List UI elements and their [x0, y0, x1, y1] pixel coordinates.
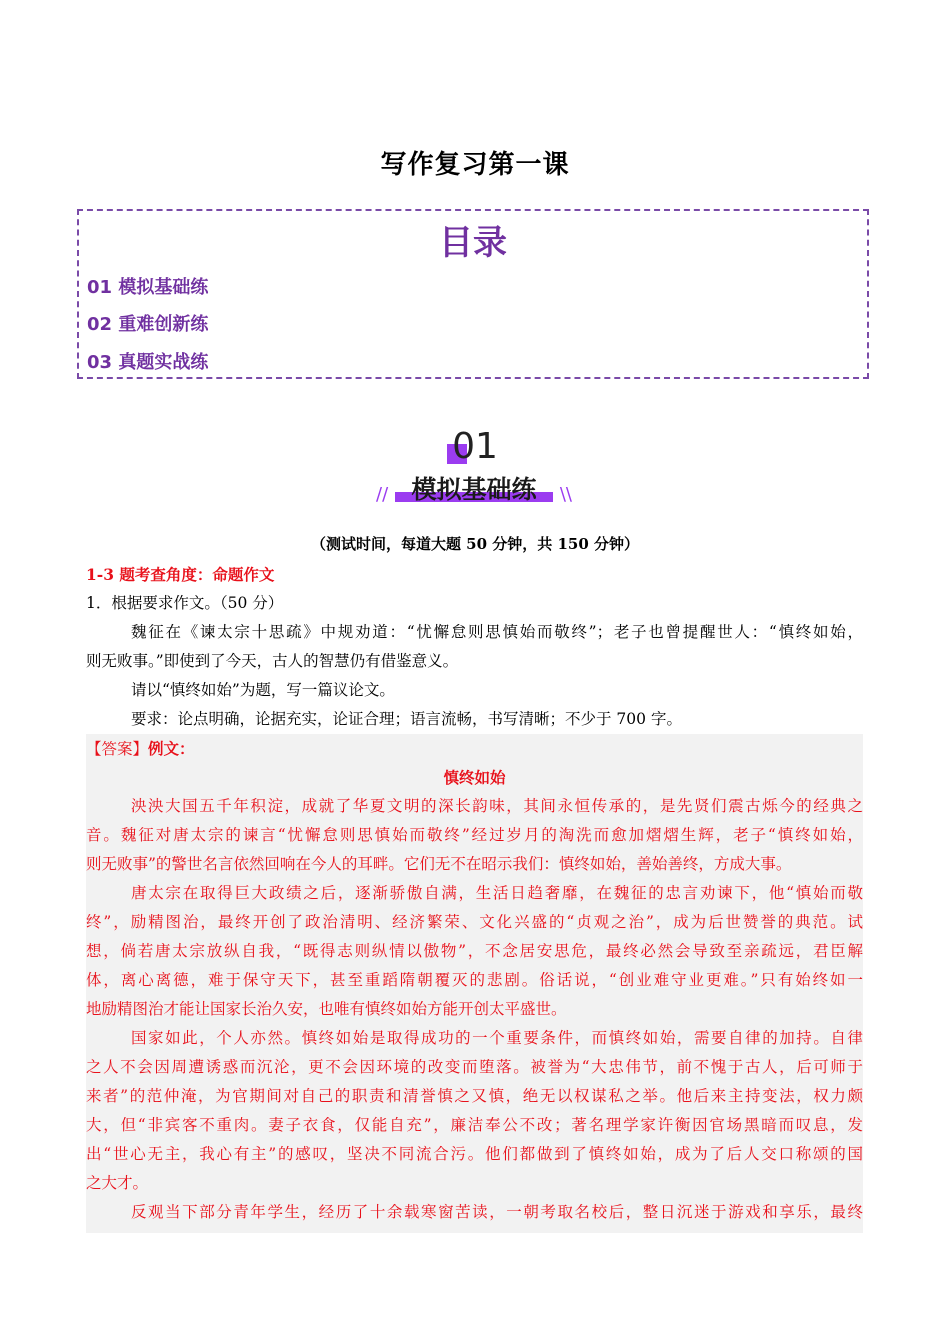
toc-item-01[interactable]: 01 模拟基础练	[87, 277, 209, 298]
section-banner	[376, 470, 572, 506]
section-number: 01	[0, 426, 950, 467]
essay-line: 大，但“非宾客不重肉。妻子衣食，仅能自充”，廉洁奉公不改；著名理学家许衡因官场黑暗而叹息，发	[86, 1116, 863, 1134]
toc-item-02[interactable]: 02 重难创新练	[87, 314, 209, 335]
essay-line: 则无败事”的警世名言依然回响在今人的耳畔。它们无不在昭示我们：慎终如始，善始善终，方成大事。	[86, 855, 792, 873]
toc-item-03[interactable]: 03 真题实战练	[87, 352, 209, 373]
essay-line: 之人不会因周遭诱惑而沉沦，更不会因环境的改变而堕落。被誉为“大忠伟节，前不愧于古人，后可师于	[86, 1058, 863, 1076]
essay-line: 音。魏征对唐太宗的谏言“忧懈怠则思慎始而敬终”经过岁月的淘洗而愈加熠熠生辉，老子“慎终如始，	[86, 826, 863, 844]
document-title: 写作复习第一课	[380, 150, 570, 180]
essay-line: 想，倘若唐太宗放纵自我，“既得志则纵情以傲物”，不念居安思危，最终必然会导致至亲疏远，君臣解	[86, 942, 863, 960]
task-line: 请以“慎终如始”为题，写一篇议论文。	[131, 681, 395, 699]
answer-label: 【答案】例文：	[86, 739, 195, 758]
essay-line: 终”，励精图治，最终开创了政治清明、经济繁荣、文化兴盛的“贞观之治”，成为后世赞誉的典范。试	[86, 913, 863, 931]
essay-line: 唐太宗在取得巨大政绩之后，逐渐骄傲自满，生活日趋奢靡，在魏征的忠言劝谏下，他“慎始而敬	[131, 884, 863, 902]
essay-line: 泱泱大国五千年积淀，成就了华夏文明的深长韵味，其间永恒传承的，是先贤们震古烁今的经典之	[131, 797, 863, 815]
time-note: （测试时间，每道大题 50 分钟，共 150 分钟）	[310, 535, 640, 553]
content	[86, 560, 863, 1233]
slash-decoration-icon: //	[376, 484, 389, 505]
essay-line: 来者”的范仲淹，为官期间对自己的职责和清誉慎之又慎，绝无以权谋私之举。他后来主持变法，权力颇	[86, 1087, 863, 1105]
essay-line: 国家如此，个人亦然。慎终如始是取得成功的一个重要条件，而慎终如始，需要自律的加持。自律	[131, 1029, 863, 1047]
answer-block	[86, 734, 863, 1233]
material-line: 则无败事。”即使到了今天，古人的智慧仍有借鉴意义。	[86, 652, 459, 670]
essay-line: 反观当下部分青年学生，经历了十余载寒窗苦读，一朝考取名校后，整日沉迷于游戏和享乐，最终	[131, 1203, 863, 1221]
table-of-contents	[77, 209, 869, 379]
toc-heading: 目录	[439, 223, 507, 263]
question-prompt: 1．根据要求作文。（50 分）	[86, 594, 284, 612]
question-angle: 1-3 题考查角度：命题作文	[86, 565, 275, 584]
essay-body	[86, 792, 863, 1227]
requirement-line: 要求：论点明确，论据充实，论证合理；语言流畅，书写清晰；不少于 700 字。	[131, 710, 682, 728]
section-title: 模拟基础练	[411, 475, 537, 504]
essay-line: 地励精图治才能让国家长治久安，也唯有慎终如始方能开创太平盛世。	[86, 1000, 567, 1018]
material-line: 魏征在《谏太宗十思疏》中规劝道：“忧懈怠则思慎始而敬终”；老子也曾提醒世人：“慎终如始，	[131, 623, 863, 641]
essay-line: 出“世心无主，我心有主”的感叹，坚决不同流合污。他们都做到了慎终如始，成为了后人交口称颂的国	[86, 1145, 863, 1163]
backslash-decoration-icon: \\	[559, 484, 572, 505]
essay-line: 之大才。	[86, 1174, 149, 1192]
essay-title: 慎终如始	[443, 768, 506, 787]
essay-line: 体，离心离德，难于保守天下，甚至重蹈隋朝覆灭的悲剧。俗话说，“创业难守业更难。”只有始终如一	[86, 971, 863, 989]
